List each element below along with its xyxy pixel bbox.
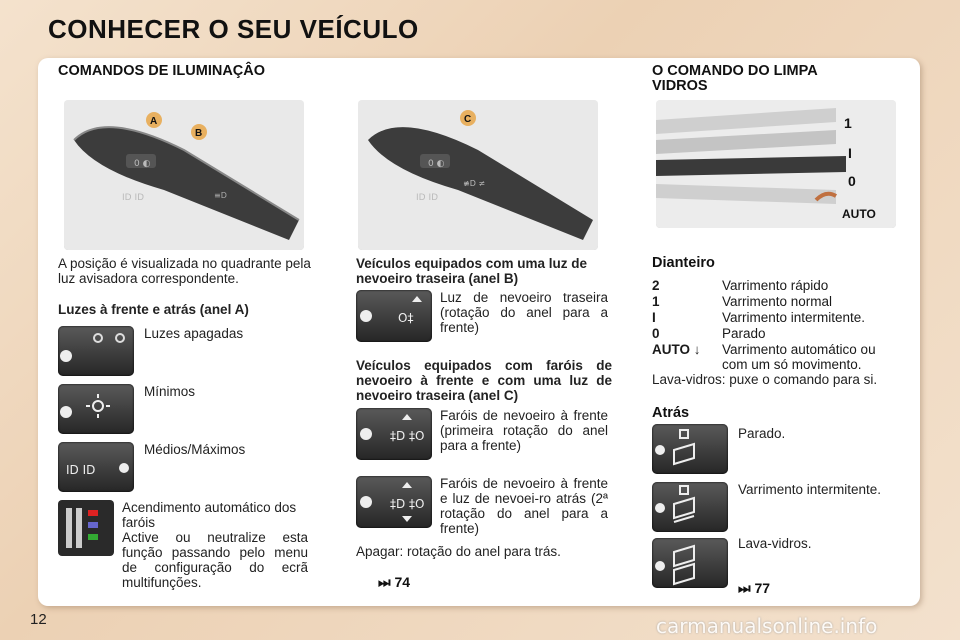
- wiper-position-0: 0: [848, 173, 856, 189]
- lighting-stalk-photo-c: [358, 100, 598, 250]
- ring-c-letter: C: [464, 114, 472, 125]
- rear-fog-light-icon: [356, 290, 432, 342]
- svg-text:0 ◐: 0 ◐: [428, 159, 445, 169]
- fast-forward-icon: ⏭: [738, 580, 751, 596]
- wiper-position-i: I: [848, 145, 852, 161]
- svg-text:ID ID: ID ID: [122, 193, 145, 203]
- ring-a-item-label: Médios/Máximos: [144, 442, 246, 457]
- wiper-value: Varrimento intermitente.: [722, 310, 866, 325]
- front-wiper-heading: Dianteiro: [652, 255, 715, 271]
- wiper-value: Varrimento automático ou com um só movimento.: [722, 342, 876, 372]
- rear-wiper-intermittent-icon: [652, 482, 728, 532]
- wiper-value: Varrimento normal: [722, 294, 833, 309]
- arrow-down-icon: ↓: [693, 342, 701, 357]
- auto-headlights-text: Active ou neutralize esta função passando pelo menu de configuração do ecrã multifunções.: [122, 530, 308, 590]
- ring-b-heading: Veículos equipados com uma luz de nevoeiro traseira (anel B): [356, 256, 588, 286]
- rear-wiper-label: Varrimento intermitente.: [738, 482, 882, 497]
- wiper-position-1: 1: [844, 115, 852, 131]
- ring-c-heading: Veículos equipados com faróis de nevoeiro à frente e com uma luz de nevoeiro traseira (anel C): [356, 358, 612, 403]
- wiper-key: 0: [652, 326, 660, 341]
- headlights-icon: [58, 442, 134, 492]
- wiper-key: 1: [652, 294, 660, 309]
- wipers-heading: O COMANDO DO LIMPA VIDROS: [652, 63, 818, 94]
- wiper-value: Parado: [722, 326, 766, 341]
- auto-headlights-icon: [58, 500, 114, 556]
- content-panel: [38, 58, 920, 606]
- ring-b-letter: B: [195, 128, 203, 139]
- front-fog-light-icon: [356, 408, 432, 460]
- wiper-key-auto: [652, 342, 701, 357]
- ring-a-item-label: Mínimos: [144, 384, 196, 399]
- svg-text:0 ◐: 0 ◐: [134, 159, 151, 169]
- rear-washer-icon: [652, 538, 728, 588]
- svg-text:‡D ‡O: ‡D ‡O: [390, 497, 425, 511]
- lighting-stop-text: Apagar: rotação do anel para trás.: [356, 544, 561, 559]
- wiper-key: 2: [652, 278, 660, 293]
- rear-wiper-label: Lava-vidros.: [738, 536, 812, 551]
- lighting-stalk-photo-ab: [64, 100, 304, 250]
- page-number: 12: [30, 611, 47, 628]
- svg-text:‡D ‡O: ‡D ‡O: [390, 429, 425, 443]
- rear-wiper-heading: Atrás: [652, 405, 690, 421]
- ring-c-item-1: Faróis de nevoeiro à frente (primeira rotação do anel para a frente): [440, 408, 608, 453]
- svg-text:ID ID: ID ID: [416, 193, 439, 203]
- svg-text:O‡: O‡: [398, 311, 414, 325]
- svg-text:≡D: ≡D: [214, 191, 227, 200]
- wiper-stalk-photo: [656, 100, 896, 228]
- wiper-value: Varrimento rápido: [722, 278, 829, 293]
- ring-b-text: Luz de nevoeiro traseira (rotação do anel para a frente): [440, 290, 608, 335]
- watermark: carmanualsonline.info: [656, 614, 878, 638]
- front-rear-fog-light-icon: [356, 476, 432, 528]
- svg-text:ID ID: ID ID: [66, 463, 96, 477]
- wiper-position-auto: AUTO: [842, 207, 876, 221]
- ring-c-item-2: Faróis de nevoeiro à frente e luz de nevoei-ro atrás (2ª rotação do anel para a frente): [440, 476, 608, 536]
- wipers-ref-number: 77: [754, 580, 771, 596]
- wiper-key: AUTO: [652, 342, 691, 357]
- ring-a-letter: A: [150, 116, 158, 127]
- ring-a-heading: Luzes à frente e atrás (anel A): [58, 302, 249, 317]
- lighting-heading: COMANDOS DE ILUMINAÇÂO: [58, 63, 266, 79]
- lighting-intro: A posição é visualizada no quadrante pela luz avisadora correspondente.: [58, 256, 311, 286]
- lighting-page-ref[interactable]: [378, 574, 410, 591]
- wiper-key: I: [652, 310, 656, 325]
- ring-a-item-label: Luzes apagadas: [144, 326, 244, 341]
- rear-wiper-off-icon: [652, 424, 728, 474]
- rear-wiper-label: Parado.: [738, 426, 786, 441]
- washer-text: Lava-vidros: puxe o comando para si.: [652, 372, 878, 387]
- lights-off-icon: [58, 326, 134, 376]
- sidelights-icon: [58, 384, 134, 434]
- fast-forward-icon: ⏭: [378, 574, 391, 590]
- lighting-ref-number: 74: [394, 574, 411, 590]
- svg-text:≢D ≠: ≢D ≠: [463, 179, 486, 188]
- page-title: CONHECER O SEU VEÍCULO: [48, 14, 419, 44]
- auto-headlights-title: Acendimento automático dos faróis: [122, 500, 297, 530]
- wipers-page-ref[interactable]: [738, 580, 770, 597]
